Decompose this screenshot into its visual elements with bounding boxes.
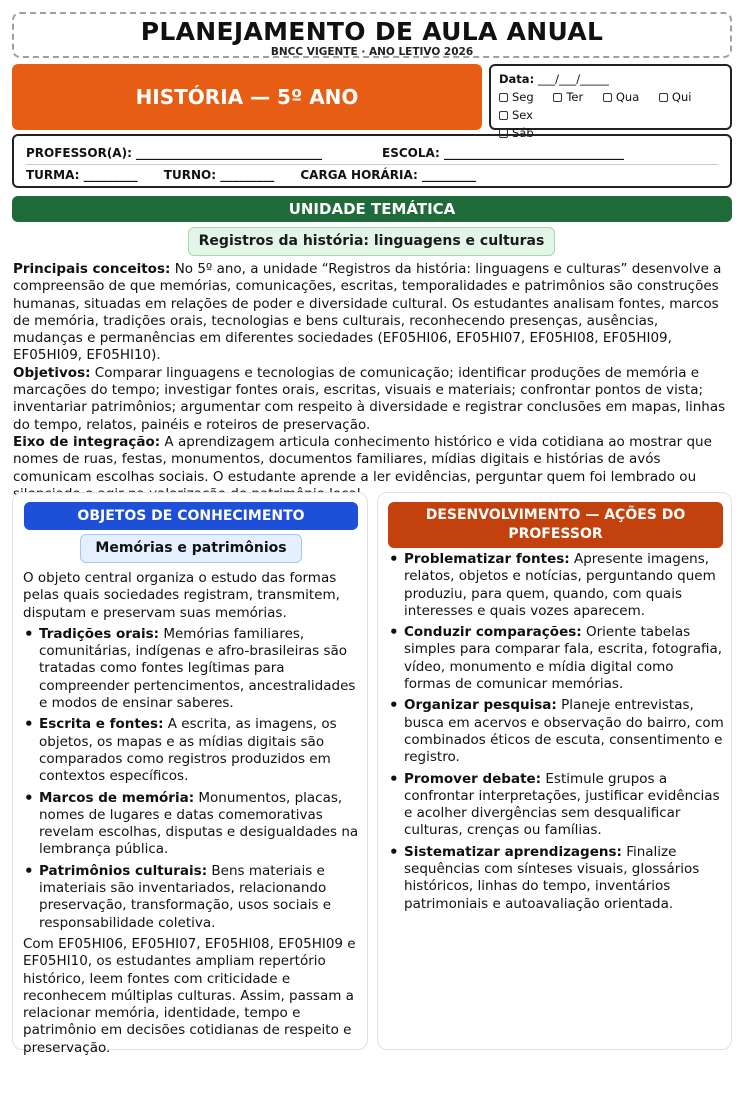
objectives-paragraph xyxy=(13,365,731,434)
checkbox-icon[interactable] xyxy=(499,111,508,120)
item-label: Tradições orais: xyxy=(39,625,160,642)
list-item xyxy=(388,551,724,620)
objectives-label: Objetivos: xyxy=(13,364,91,381)
item-text: A escrita, as imagens, os objetos, os mapas e as mídias digitais são comparados como registros produzidos em contextos específicos. xyxy=(39,716,337,785)
checkbox-icon[interactable] xyxy=(659,93,668,102)
knowledge-list xyxy=(23,626,361,932)
item-label: Promover debate: xyxy=(404,770,542,787)
teacher-actions-content xyxy=(388,551,724,917)
item-text: Estimule grupos a confrontar interpretações, justificar evidências e acolher divergências sem desqualificar culturas, crenças ou famílias. xyxy=(404,770,720,839)
document-title: PLANEJAMENTO DE AULA ANUAL xyxy=(140,17,604,46)
day-label: Ter xyxy=(566,90,584,104)
heading-line: PROFESSOR xyxy=(508,526,603,542)
subject-banner: HISTÓRIA — 5º ANO xyxy=(12,64,482,130)
closing-paragraph: Com EF05HI06, EF05HI07, EF05HI08, EF05HI09 e EF05HI10, os estudantes ampliam repertório histórico, leem fontes com criticidade e reconhecem múltiplas culturas. Assim, passam a relacionar memória, identidade, tempo e patrimônio em decisões cotidianas de respeito e preservação. xyxy=(23,935,356,1056)
day-checkbox-sex[interactable] xyxy=(499,108,541,122)
item-label: Escrita e fontes: xyxy=(39,716,164,733)
class-field[interactable]: TURMA: _________ xyxy=(26,168,138,182)
unit-description xyxy=(13,261,731,503)
checkbox-icon[interactable] xyxy=(553,93,562,102)
day-checkbox-ter[interactable] xyxy=(553,90,591,104)
checkbox-icon[interactable] xyxy=(603,93,612,102)
item-text: Monumentos, placas, nomes de lugares e datas comemorativas revelam escolhas, disputas e desigualdades na lembrança pública. xyxy=(39,789,359,858)
date-blank[interactable]: ___/___/_____ xyxy=(537,72,609,86)
objectives-text: Comparar linguagens e tecnologias de comunicação; identificar produções de memória e marcações do tempo; investigar fontes orais, escritas, visuais e materiais; confrontar pontos de vista; inventariar patrimônios; argumentar com respeito à diversidade e registrar conclusões em mapas, linhas do tempo, relatos, painéis e roteiros de preservação. xyxy=(13,364,726,433)
day-label: Qua xyxy=(615,90,640,104)
unit-heading: UNIDADE TEMÁTICA xyxy=(12,196,732,222)
integration-text: A aprendizagem articula conhecimento histórico e vida cotidiana ao mostrar que nomes de ruas, festas, monumentos, documentos familiares, mídias digitais e histórias de avós comunicam escolhas sociais. O estudante aprende a ler evidências, perguntar quem foi lembrado ou xyxy=(13,433,712,485)
list-item xyxy=(23,863,361,932)
day-label: Seg xyxy=(512,90,534,104)
actions-list xyxy=(388,551,724,913)
school-field[interactable]: ESCOLA: ______________________________ xyxy=(382,146,624,160)
item-text: Apresente imagens, relatos, objetos e notícias, perguntando quem produziu, para quem, quando, com quais interesses e quais vozes aparecem. xyxy=(404,551,716,619)
list-item xyxy=(388,844,724,913)
integration-label: Eixo de integração: xyxy=(13,433,161,450)
item-label: Sistematizar aprendizagens: xyxy=(404,843,622,860)
unit-title: Registros da história: linguagens e culturas xyxy=(188,227,555,256)
day-label: Sáb xyxy=(512,126,534,140)
checkbox-icon[interactable] xyxy=(499,93,508,102)
info-row-2 xyxy=(26,168,498,182)
knowledge-objects-content xyxy=(23,570,361,1061)
document-header xyxy=(12,12,732,58)
day-checkbox-qui[interactable] xyxy=(659,90,700,104)
item-text: Oriente tabelas simples para comparar fala, escrita, fotografia, vídeo, monumento e mídia digital como formas de comunicar memórias. xyxy=(404,624,723,693)
list-item xyxy=(388,624,724,693)
list-item xyxy=(388,771,724,840)
knowledge-objects-heading: OBJETOS DE CONHECIMENTO xyxy=(24,502,358,530)
teacher-actions-column xyxy=(377,492,732,1050)
list-item xyxy=(23,790,361,859)
document-subtitle: BNCC VIGENTE · ANO LETIVO 2026 xyxy=(270,46,474,58)
item-text: Bens materiais e imateriais são inventariados, relacionando preservação, transformação, usos sociais e responsabilidade coletiva. xyxy=(39,862,332,931)
heading-line: DESENVOLVIMENTO — AÇÕES DO xyxy=(425,507,686,523)
list-item xyxy=(23,716,361,785)
list-item xyxy=(388,697,724,766)
item-label: Marcos de memória: xyxy=(39,789,195,806)
knowledge-objects-subheading: Memórias e patrimônios xyxy=(80,534,302,563)
teacher-actions-heading xyxy=(388,502,723,548)
concepts-text: No 5º ano, a unidade “Registros da história: linguagens e culturas” desenvolve a compreensão de que memórias, comunicações, escritas, temporalidades e patrimônios são construções humanas, situadas em relações de poder e diversidade cultural. Os estudantes analisam fontes, marcos de memória, tradições orais, tecnologias e bens culturais, reconhecendo presenças, ausências, mudanças e permanências em diferentes sociedades (EF05HI06, EF05HI07, EF05HI08, EF05HI09, EF05HI09, EF05HI10). xyxy=(13,261,722,364)
date-box xyxy=(489,64,732,140)
knowledge-objects-column xyxy=(12,492,368,1056)
shift-field[interactable]: TURNO: _________ xyxy=(163,168,275,182)
item-text: Planeje entrevistas, busca em acervos e observação do bairro, com combinados éticos de escuta, consentimento e registro. xyxy=(404,697,724,766)
concepts-label: Principais conceitos: xyxy=(13,261,171,277)
day-checkbox-qua[interactable] xyxy=(603,90,647,104)
item-text: Finalize sequências com sínteses visuais, glossários históricos, linhas do tempo, inventários patrimoniais e autoavaliação orientada. xyxy=(404,843,700,912)
list-item xyxy=(23,626,361,712)
divider xyxy=(26,164,718,165)
item-label: Organizar pesquisa: xyxy=(404,697,557,714)
date-label: Data: xyxy=(499,72,535,86)
item-text: Memórias familiares, comunitárias, indígenas e afro-brasileiras são tratadas como fontes legítimas para compreender pertencimentos, ancestralidades e modos de ensinar saberes. xyxy=(39,625,356,712)
item-label: Problematizar fontes: xyxy=(404,551,570,567)
workload-field[interactable]: CARGA HORÁRIA: _________ xyxy=(300,168,476,182)
day-label: Sex xyxy=(512,108,533,122)
teacher-info-box xyxy=(12,134,732,188)
day-label: Qui xyxy=(671,90,692,104)
concepts-paragraph xyxy=(13,261,731,365)
item-label: Conduzir comparações: xyxy=(404,624,582,641)
intro-paragraph: O objeto central organiza o estudo das formas pelas quais sociedades registram, transmitem, disputam e preservam suas memórias. xyxy=(23,570,340,621)
professor-field[interactable]: PROFESSOR(A): _______________________________ xyxy=(26,146,323,160)
item-label: Patrimônios culturais: xyxy=(39,862,208,879)
day-checkbox-seg[interactable] xyxy=(499,90,542,104)
